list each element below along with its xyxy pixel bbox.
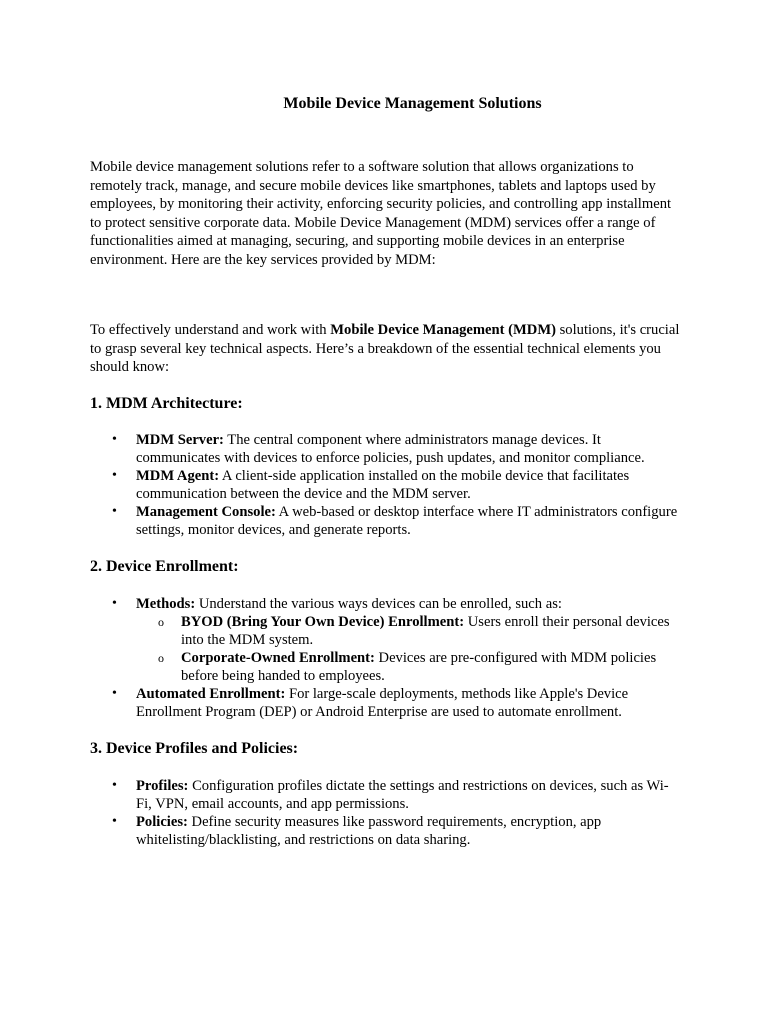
section-heading-enrollment: 2. Device Enrollment: — [90, 558, 239, 575]
sublist-item-term: Corporate-Owned Enrollment: — [181, 650, 375, 666]
sublist-item-text: Users enroll their personal devices into the MDM system. — [181, 614, 670, 648]
overview-text-end: solutions, it's crucial to grasp several key technical aspects. Here’s a breakdown of the essential technical elements you should know: — [90, 322, 680, 376]
sublist-item-text: Devices are pre-configured with MDM policies before being handed to employees. — [181, 650, 657, 684]
list-item-term: Automated Enrollment: — [136, 686, 286, 702]
overview-text-start: To effectively understand and work with — [90, 322, 331, 338]
architecture-list — [90, 431, 680, 539]
list-item-term: Methods: — [136, 596, 196, 612]
list-item-text: The central component where administrators manage devices. It communicates with devices to enforce policies, push updates, and monitor compliance. — [136, 432, 645, 466]
list-item-text: Define security measures like password requirements, encryption, app whitelisting/blacklisting, and restrictions on data sharing. — [136, 814, 602, 848]
list-item-text: Configuration profiles dictate the settings and restrictions on devices, such as Wi-Fi, VPN, email accounts, and app permissions. — [136, 778, 669, 812]
list-item-text: A client-side application installed on the mobile device that facilitates communication between the device and the MDM server. — [136, 468, 630, 502]
list-item-term: MDM Agent: — [136, 468, 220, 484]
sublist-item-term: BYOD (Bring Your Own Device) Enrollment: — [181, 614, 465, 630]
enrollment-methods-sublist — [136, 613, 680, 685]
overview-bold-term: Mobile Device Management (MDM) — [330, 322, 556, 338]
document-title: Mobile Device Management Solutions — [283, 95, 542, 112]
sublist-item — [136, 613, 680, 649]
list-item-text: For large-scale deployments, methods like Apple's Device Enrollment Program (DEP) or Android Enterprise are used to automate enrollment. — [136, 686, 629, 720]
list-item — [90, 777, 680, 813]
list-item — [90, 595, 680, 685]
list-item — [90, 813, 680, 849]
list-item — [90, 467, 680, 503]
list-item — [90, 431, 680, 467]
enrollment-list — [90, 595, 680, 721]
list-item-text: Understand the various ways devices can be enrolled, such as: — [195, 596, 562, 612]
section-heading-architecture: 1. MDM Architecture: — [90, 395, 243, 412]
section-heading-profiles-policies: 3. Device Profiles and Policies: — [90, 740, 299, 757]
list-item — [90, 685, 680, 721]
list-item — [90, 503, 680, 539]
list-item-term: Profiles: — [136, 778, 189, 794]
list-item-term: MDM Server: — [136, 432, 224, 448]
list-item-term: Management Console: — [136, 504, 276, 520]
profiles-policies-list — [90, 777, 680, 849]
intro-paragraph: Mobile device management solutions refer to a software solution that allows organizations to remotely track, manage, and secure mobile devices like smartphones, tablets and laptops used by employees, by monitoring their activity, enforcing security policies, and controlling app installment to protect sensitive corporate data. Mobile Device Management (MDM) services offer a range of functionalities aimed at managing, securing, and supporting mobile devices in an enterprise environment. Here are the key services provided by MDM: — [90, 159, 672, 268]
overview-paragraph — [90, 321, 682, 377]
list-item-term: Policies: — [136, 814, 188, 830]
sublist-item — [136, 649, 680, 685]
list-item-text: A web-based or desktop interface where IT administrators configure settings, monitor devices, and generate reports. — [136, 504, 678, 538]
